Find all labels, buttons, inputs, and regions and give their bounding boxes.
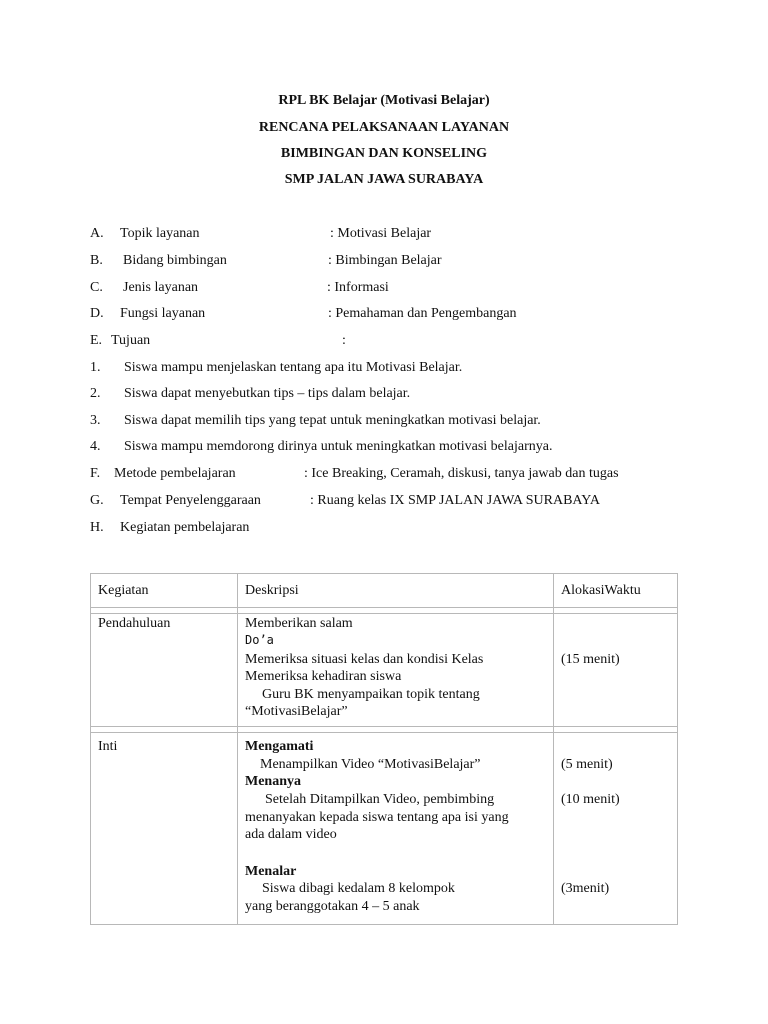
table-border-bottom — [90, 924, 678, 925]
field-label: Bidang bimbingan — [123, 253, 227, 268]
field-value: : Ruang kelas IX SMP JALAN JAWA SURABAYA — [310, 493, 600, 508]
field-value: : Pemahaman dan Pengembangan — [328, 306, 517, 321]
table-border — [90, 726, 678, 727]
field-label: Kegiatan pembelajaran — [120, 520, 250, 535]
goal-number: 2. — [90, 386, 101, 401]
field-value: : Motivasi Belajar — [330, 226, 432, 241]
field-label: Tujuan — [111, 333, 151, 348]
field-marker: H. — [90, 520, 104, 535]
title-line-2: RENCANA PELAKSANAAN LAYANAN — [258, 120, 510, 135]
field-label: Jenis layanan — [123, 280, 199, 295]
field-marker: F. — [90, 466, 101, 481]
description-line: ada dalam video — [245, 827, 337, 842]
goal-number: 4. — [90, 439, 101, 454]
time-allocation: (15 menit) — [561, 652, 620, 667]
section-heading-mengamati: Mengamati — [245, 739, 314, 754]
table-header-alokasi: AlokasiWaktu — [561, 583, 641, 598]
field-marker: A. — [90, 226, 104, 241]
field-marker: C. — [90, 280, 103, 295]
field-value: : Informasi — [327, 280, 389, 295]
title-line-4: SMP JALAN JAWA SURABAYA — [284, 172, 484, 187]
goal-number: 3. — [90, 413, 101, 428]
description-line: menanyakan kepada siswa tentang apa isi yang — [245, 810, 509, 825]
description-line: Memeriksa situasi kelas dan kondisi Kelas — [245, 652, 484, 667]
table-border — [90, 613, 678, 614]
section-heading-menalar: Menalar — [245, 864, 297, 879]
table-border — [90, 607, 678, 608]
table-header-deskripsi: Deskripsi — [245, 583, 299, 598]
table-border — [90, 732, 678, 733]
table-column-divider — [553, 573, 554, 924]
description-line: Menampilkan Video “MotivasiBelajar” — [260, 757, 481, 772]
description-line: Guru BK menyampaikan topik tentang — [262, 687, 480, 702]
table-header-kegiatan: Kegiatan — [98, 583, 149, 598]
field-marker: B. — [90, 253, 103, 268]
table-border-left — [90, 573, 91, 924]
description-line: “MotivasiBelajar” — [245, 704, 348, 719]
section-heading-menanya: Menanya — [245, 774, 301, 789]
row-label-pendahuluan: Pendahuluan — [98, 616, 171, 631]
field-value: : — [342, 333, 346, 348]
goal-number: 1. — [90, 360, 101, 375]
time-allocation: (5 menit) — [561, 757, 613, 772]
goal-text: Siswa dapat menyebutkan tips – tips dalam belajar. — [124, 386, 411, 401]
goal-text: Siswa mampu memdorong dirinya untuk meningkatkan motivasi belajarnya. — [124, 439, 553, 454]
time-allocation: (3menit) — [561, 881, 610, 896]
title-line-3: BIMBINGAN DAN KONSELING — [280, 146, 488, 161]
row-label-inti: Inti — [98, 739, 118, 754]
field-marker: D. — [90, 306, 104, 321]
goal-text: Siswa dapat memilih tips yang tepat untuk meningkatkan motivasi belajar. — [124, 413, 541, 428]
description-line: Setelah Ditampilkan Video, pembimbing — [265, 792, 495, 807]
description-line: Siswa dibagi kedalam 8 kelompok — [262, 881, 455, 896]
description-line: Memeriksa kehadiran siswa — [245, 669, 402, 684]
field-label: Metode pembelajaran — [114, 466, 236, 481]
field-marker: E. — [90, 333, 103, 348]
description-line: Memberikan salam — [245, 616, 353, 631]
table-border-top — [90, 573, 678, 574]
field-label: Topik layanan — [120, 226, 200, 241]
table-column-divider — [237, 573, 238, 924]
goal-text: Siswa mampu menjelaskan tentang apa itu Motivasi Belajar. — [124, 360, 463, 375]
description-line: yang beranggotakan 4 – 5 anak — [245, 899, 420, 914]
field-value: : Bimbingan Belajar — [328, 253, 442, 268]
time-allocation: (10 menit) — [561, 792, 620, 807]
field-marker: G. — [90, 493, 104, 508]
description-line: Do’a — [245, 633, 274, 647]
field-label: Fungsi layanan — [120, 306, 206, 321]
table-border-right — [677, 573, 678, 924]
field-value: : Ice Breaking, Ceramah, diskusi, tanya jawab dan tugas — [304, 466, 619, 481]
field-label: Tempat Penyelenggaraan — [120, 493, 261, 508]
title-line-1: RPL BK Belajar (Motivasi Belajar) — [278, 93, 490, 108]
